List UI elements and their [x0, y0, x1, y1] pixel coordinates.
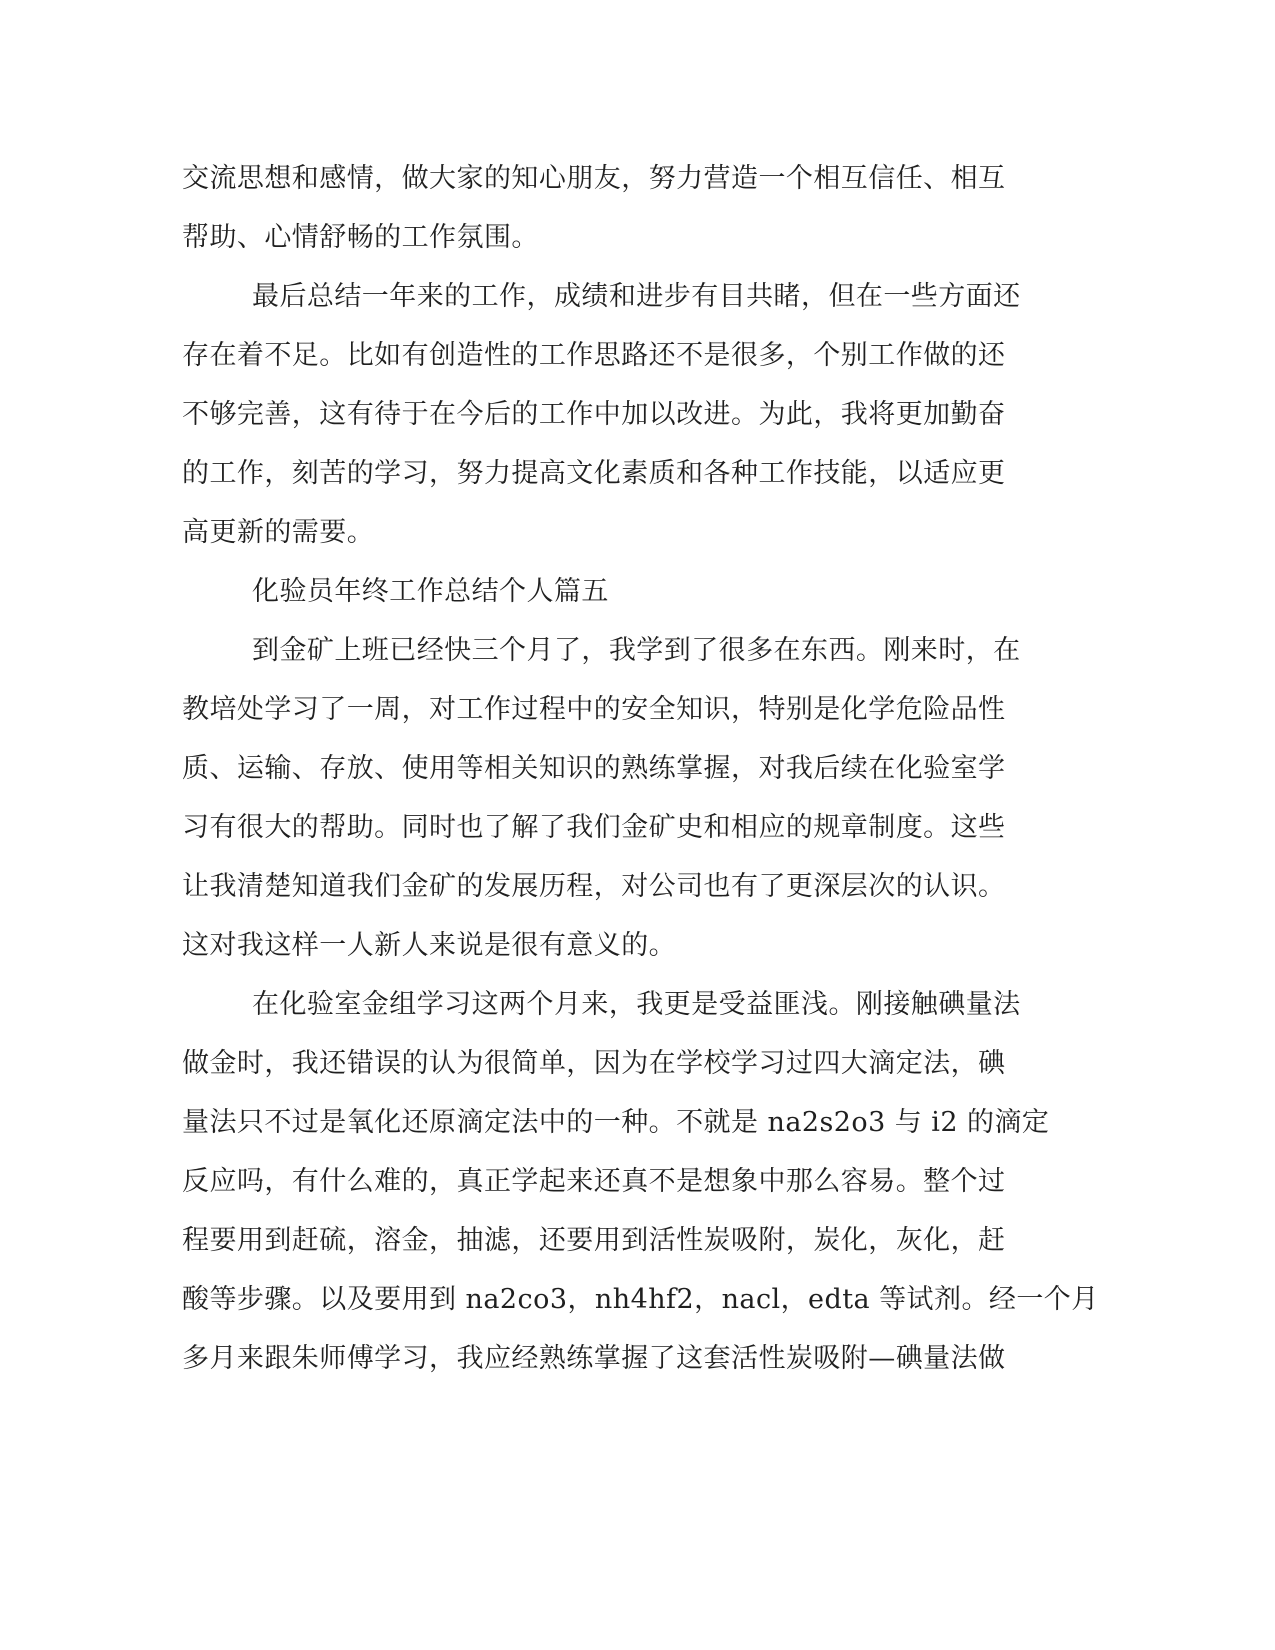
paragraph-first-line: 最后总结一年来的工作，成绩和进步有目共睹，但在一些方面还 [252, 281, 1021, 312]
text-line: 程要用到赶硫，溶金，抽滤，还要用到活性炭吸附，炭化，灰化，赶 [182, 1225, 1006, 1256]
text-line: 不够完善，这有待于在今后的工作中加以改进。为此，我将更加勤奋 [182, 399, 1006, 430]
text-line: 让我清楚知道我们金矿的发展历程，对公司也有了更深层次的认识。 [182, 871, 1006, 902]
text-line: 存在着不足。比如有创造性的工作思路还不是很多，个别工作做的还 [182, 340, 1006, 371]
text-line: 习有很大的帮助。同时也了解了我们金矿史和相应的规章制度。这些 [182, 812, 1006, 843]
text-line: 的工作，刻苦的学习，努力提高文化素质和各种工作技能，以适应更 [182, 458, 1006, 489]
text-line: 酸等步骤。以及要用到 na2co3，nh4hf2，nacl，edta 等试剂。经一个月 [182, 1284, 1099, 1315]
paragraph-first-line: 到金矿上班已经快三个月了，我学到了很多在东西。刚来时，在 [252, 635, 1021, 666]
text-line: 高更新的需要。 [182, 517, 375, 548]
section-heading: 化验员年终工作总结个人篇五 [252, 576, 609, 607]
text-line: 多月来跟朱师傅学习，我应经熟练掌握了这套活性炭吸附—碘量法做 [182, 1343, 1006, 1374]
paragraph-first-line: 在化验室金组学习这两个月来，我更是受益匪浅。刚接触碘量法 [252, 989, 1021, 1020]
text-line: 反应吗，有什么难的，真正学起来还真不是想象中那么容易。整个过 [182, 1166, 1006, 1197]
text-line: 量法只不过是氧化还原滴定法中的一种。不就是 na2s2o3 与 i2 的滴定 [182, 1107, 1050, 1138]
text-line: 这对我这样一人新人来说是很有意义的。 [182, 930, 677, 961]
text-line: 教培处学习了一周，对工作过程中的安全知识，特别是化学危险品性 [182, 694, 1006, 725]
text-line: 帮助、心情舒畅的工作氛围。 [182, 222, 539, 253]
text-line: 质、运输、存放、使用等相关知识的熟练掌握，对我后续在化验室学 [182, 753, 1006, 784]
text-line: 做金时，我还错误的认为很简单，因为在学校学习过四大滴定法，碘 [182, 1048, 1006, 1079]
text-line: 交流思想和感情，做大家的知心朋友，努力营造一个相互信任、相互 [182, 163, 1006, 194]
